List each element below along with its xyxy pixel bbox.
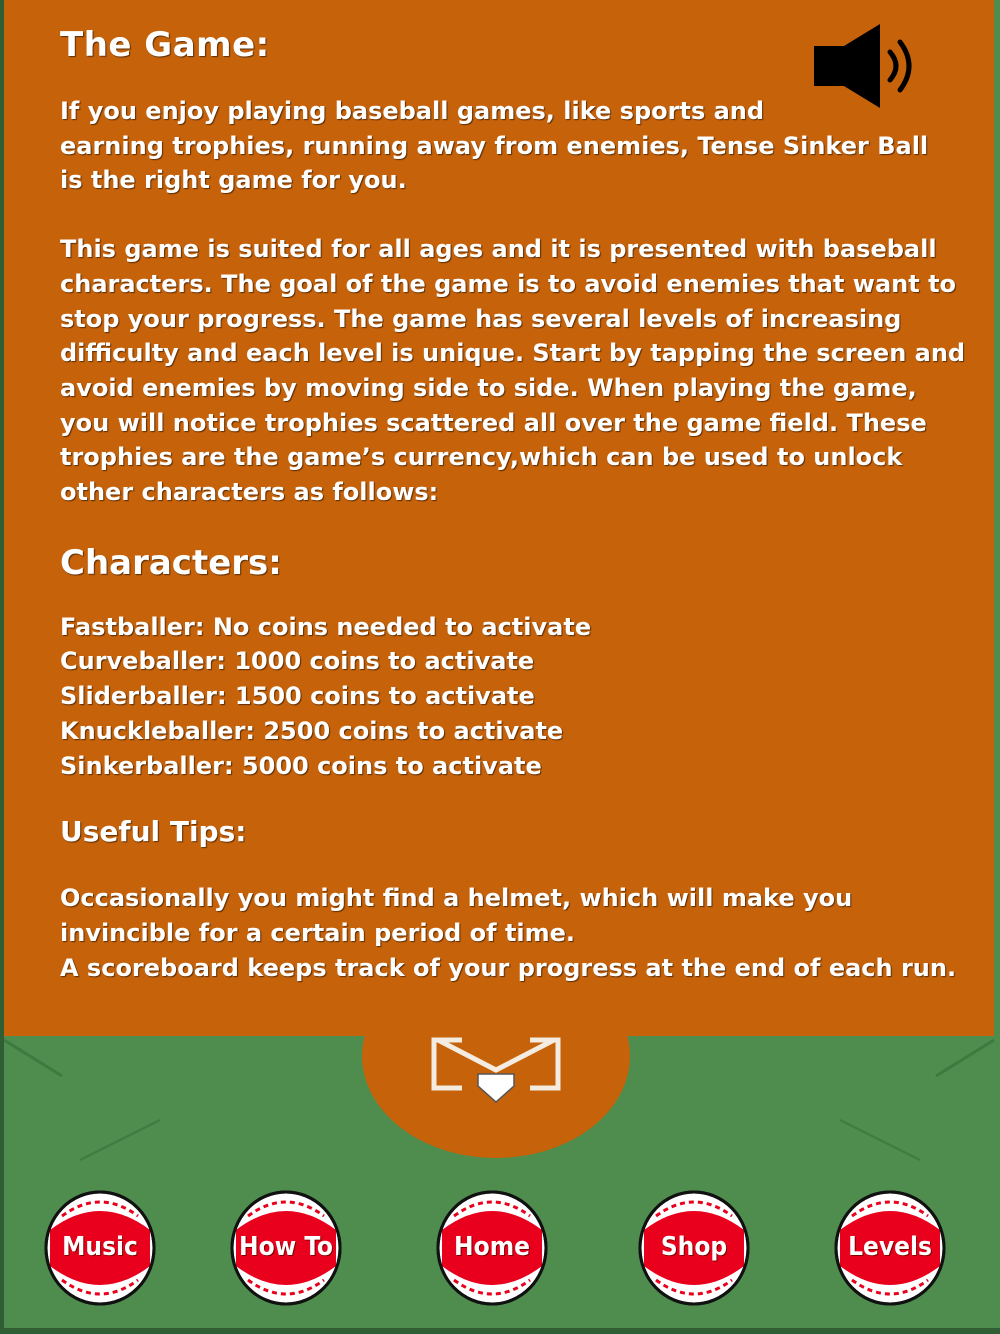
info-panel [4,0,994,1036]
music-button-label: Music [62,1232,138,1262]
levels-button[interactable] [834,1190,946,1306]
info-text-content [60,22,970,985]
character-item-fastballer: Fastballer: No coins needed to activate [60,612,592,641]
how-to-button-label: How To [239,1232,333,1262]
the-game-heading: The Game: [60,25,270,65]
levels-button-label: Levels [848,1232,932,1262]
character-item-sliderballer: Sliderballer: 1500 coins to activate [60,682,535,711]
music-button[interactable] [44,1190,156,1306]
character-item-curveballer: Curveballer: 1000 coins to activate [60,647,535,676]
character-item-knuckleballer: Knuckleballer: 2500 coins to activate [60,716,564,745]
characters-heading: Characters: [60,542,282,583]
home-button-label: Home [454,1232,530,1262]
the-game-description-paragraph: This game is suited for all ages and it is presented with baseball characters. The goal of the game is to avoid enemies that want to stop your progress. The game has several levels of increasing difficulty and each level is unique. Start by tapping the screen and avoid enemies by moving side to side. When playing the game, you will notice trophies scattered all over the game field. These trophies are the game’s currency,which can be used to unlock other characters as follows: [60,235,966,507]
speaker-sound-on-icon[interactable] [810,22,930,112]
useful-tips-paragraph: Occasionally you might find a helmet, which will make you invincible for a certain period of time. A scoreboard keeps track of your progress at the end of each run. [60,884,957,982]
characters-list [60,610,970,784]
the-game-intro-paragraph: If you enjoy playing baseball games, like sports and earning trophies, running away from enemies, Tense Sinker Ball is the right game for you. [60,97,929,195]
how-to-button[interactable] [230,1190,342,1306]
useful-tips-heading: Useful Tips: [60,815,247,849]
shop-button-label: Shop [660,1232,728,1262]
character-item-sinkerballer: Sinkerballer: 5000 coins to activate [60,751,542,780]
shop-button[interactable] [638,1190,750,1306]
home-button[interactable] [436,1190,548,1306]
